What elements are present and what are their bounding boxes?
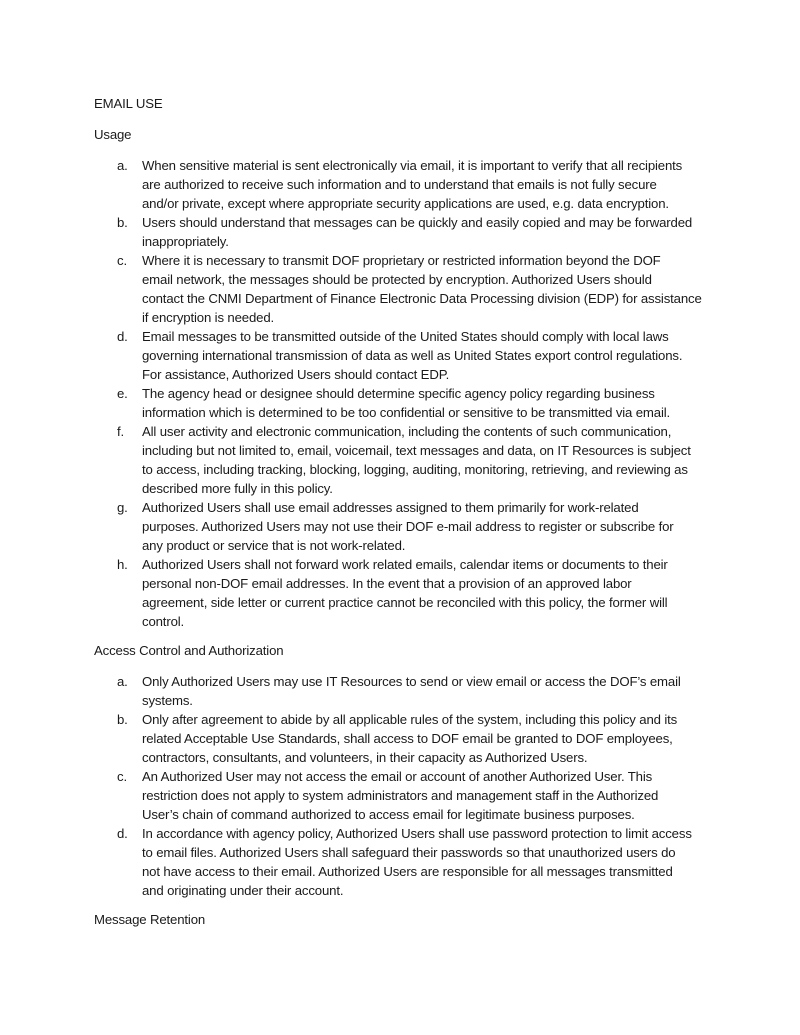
list-marker: f. bbox=[117, 424, 125, 439]
section-heading-access-control: Access Control and Authorization bbox=[94, 643, 284, 658]
list-item: b. Only after agreement to abide by all applicable rules of the system, including this policy and its related Acceptable Use Standards, shall access to DOF email be granted to DOF employees, contractors, consultants, and volunteers, in their capacity as Authorized Users. bbox=[117, 712, 678, 765]
list-item: c. Where it is necessary to transmit DOF proprietary or restricted information beyond the DOF email network, the messages should be protected by encryption. Authorized Users should contact the CNMI Department of Finance Electronic Data Processing division (EDP) for assistance if encryption is needed. bbox=[117, 253, 702, 325]
list-item: a. Only Authorized Users may use IT Resources to send or view email or access the DOF’s email systems. bbox=[117, 674, 681, 708]
document-title: EMAIL USE bbox=[94, 96, 163, 111]
section-heading-usage: Usage bbox=[94, 127, 132, 142]
list-item: d. In accordance with agency policy, Authorized Users shall use password protection to limit access to email files. Authorized Users shall safeguard their passwords so that unauthorized users do not have access to their email. Authorized Users are responsible for all messages transmitted and originating under their account. bbox=[117, 826, 692, 898]
list-item: g. Authorized Users shall use email addresses assigned to them primarily for work-related purposes. Authorized Users may not use their DOF e-mail address to register or subscribe for any product or service that is not work-related. bbox=[117, 500, 674, 553]
list-marker: a. bbox=[117, 158, 128, 173]
list-marker: g. bbox=[117, 500, 128, 515]
list-marker: h. bbox=[117, 557, 128, 572]
list-item: c. An Authorized User may not access the email or account of another Authorized User. This restriction does not apply to system administrators and management staff in the Authorized User’s chain of command authorized to access email for legitimate business purposes. bbox=[117, 769, 659, 822]
list-item: a. When sensitive material is sent electronically via email, it is important to verify that all recipients are authorized to receive such information and to understand that emails is not fully secure and/or private, except where appropriate security applications are used, e.g. data encryption. bbox=[117, 158, 683, 211]
access-control-list bbox=[94, 672, 724, 900]
list-item: h. Authorized Users shall not forward work related emails, calendar items or documents to their personal non-DOF email addresses. In the event that a provision of an approved labor agreement, side letter or current practice cannot be reconciled with this policy, the former will control. bbox=[117, 557, 668, 629]
list-marker: b. bbox=[117, 712, 128, 727]
list-marker: e. bbox=[117, 386, 128, 401]
list-marker: a. bbox=[117, 674, 128, 689]
document-body bbox=[94, 94, 724, 941]
list-item: e. The agency head or designee should determine specific agency policy regarding business information which is determined to be too confidential or sensitive to be transmitted via email. bbox=[117, 386, 671, 420]
section-heading-message-retention: Message Retention bbox=[94, 912, 206, 927]
usage-list bbox=[94, 156, 724, 631]
list-marker: d. bbox=[117, 826, 128, 841]
list-marker: b. bbox=[117, 215, 128, 230]
list-marker: d. bbox=[117, 329, 128, 344]
list-marker: c. bbox=[117, 253, 127, 268]
list-item: b. Users should understand that messages can be quickly and easily copied and may be forwarded inappropriately. bbox=[117, 215, 693, 249]
list-item: d. Email messages to be transmitted outside of the United States should comply with local laws governing international transmission of data as well as United States export control regulations. For assistance, Authorized Users should contact EDP. bbox=[117, 329, 683, 382]
list-item: f. All user activity and electronic communication, including the contents of such communication, including but not limited to, email, voicemail, text messages and data, on IT Resources is subject to access, including tracking, blocking, logging, auditing, monitoring, retrieving, and reviewing as described more fully in this policy. bbox=[117, 424, 691, 496]
list-marker: c. bbox=[117, 769, 127, 784]
